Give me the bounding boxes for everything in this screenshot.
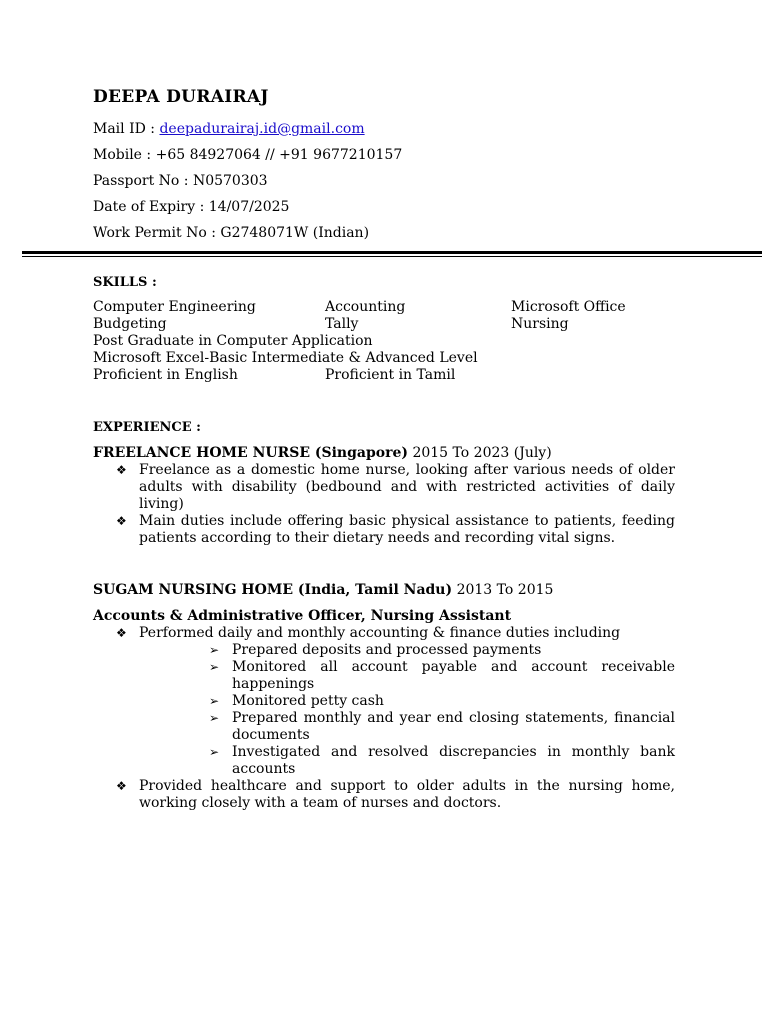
job-period: 2015 To 2023 (July)	[408, 445, 552, 461]
job-role: Accounts & Administrative Officer, Nursing Assistant	[93, 608, 512, 624]
skill-item: Computer Engineering	[93, 299, 256, 315]
mail-label: Mail ID :	[93, 121, 160, 137]
arrow-bullet-icon: ➢	[209, 711, 220, 725]
skill-item: Proficient in Tamil	[325, 367, 456, 383]
subtask-item	[208, 693, 675, 710]
contact-details	[93, 118, 402, 248]
duty-text: Main duties include offering basic physical assistance to patients, feeding patients according to their dietary needs and recording vital signs.	[139, 513, 675, 546]
mobile-line: Mobile : +65 84927064 // +91 9677210157	[93, 147, 403, 163]
subtask-text: Prepared monthly and year end closing statements, financial documents	[232, 710, 675, 743]
candidate-name: DEEPA DURAIRAJ	[93, 87, 269, 107]
subtask-text: Investigated and resolved discrepancies in monthly bank accounts	[232, 744, 675, 777]
arrow-bullet-icon: ➢	[209, 643, 220, 657]
duty-item	[114, 462, 675, 513]
subtask-item	[208, 659, 675, 693]
skill-item: Post Graduate in Computer Application	[93, 333, 373, 349]
expiry-line: Date of Expiry : 14/07/2025	[93, 199, 290, 215]
freelance-duties	[114, 462, 675, 547]
duty-text: Performed daily and monthly accounting & finance duties including	[139, 625, 621, 641]
divider-thin	[22, 256, 762, 257]
arrow-bullet-icon: ➢	[209, 694, 220, 708]
passport-line: Passport No : N0570303	[93, 173, 268, 189]
duty-item	[114, 625, 675, 778]
subtask-item	[208, 642, 675, 659]
skills-heading: SKILLS :	[93, 275, 157, 290]
job-employer: SUGAM NURSING HOME (India, Tamil Nadu)	[93, 582, 453, 598]
diamond-bullet-icon: ❖	[116, 779, 127, 793]
duty-item	[114, 778, 675, 812]
skill-item: Nursing	[511, 316, 569, 332]
duty-text: Freelance as a domestic home nurse, looking after various needs of older adults with disability (bedbound and with restricted activities of daily living)	[139, 462, 675, 512]
mail-line	[93, 118, 402, 144]
job-employer: FREELANCE HOME NURSE (Singapore)	[93, 445, 408, 461]
job-period: 2013 To 2015	[452, 582, 554, 598]
skill-item: Microsoft Office	[511, 299, 626, 315]
subtask-item	[208, 710, 675, 744]
divider-thick	[22, 251, 762, 254]
arrow-bullet-icon: ➢	[209, 745, 220, 759]
email-link[interactable]: deepadurairaj.id@gmail.com	[159, 121, 365, 137]
diamond-bullet-icon: ❖	[116, 463, 127, 477]
skill-item: Proficient in English	[93, 367, 238, 383]
skill-item: Tally	[325, 316, 359, 332]
skill-item: Budgeting	[93, 316, 167, 332]
job-title-freelance	[93, 445, 552, 461]
diamond-bullet-icon: ❖	[116, 626, 127, 640]
arrow-bullet-icon: ➢	[209, 660, 220, 674]
skill-item: Accounting	[325, 299, 406, 315]
skill-item: Microsoft Excel-Basic Intermediate & Advanced Level	[93, 350, 478, 366]
subtask-text: Monitored petty cash	[232, 693, 384, 709]
experience-heading: EXPERIENCE :	[93, 420, 201, 435]
subtask-text: Prepared deposits and processed payments	[232, 642, 542, 658]
accounting-subtasks	[208, 642, 675, 778]
diamond-bullet-icon: ❖	[116, 514, 127, 528]
job-title-sugam	[93, 582, 553, 598]
duty-text: Provided healthcare and support to older adults in the nursing home, working closely with a team of nurses and doctors.	[139, 778, 675, 811]
work-permit-line: Work Permit No : G2748071W (Indian)	[93, 225, 370, 241]
subtask-text: Monitored all account payable and account receivable happenings	[232, 659, 675, 692]
subtask-item	[208, 744, 675, 778]
duty-item	[114, 513, 675, 547]
sugam-duties	[114, 625, 675, 812]
